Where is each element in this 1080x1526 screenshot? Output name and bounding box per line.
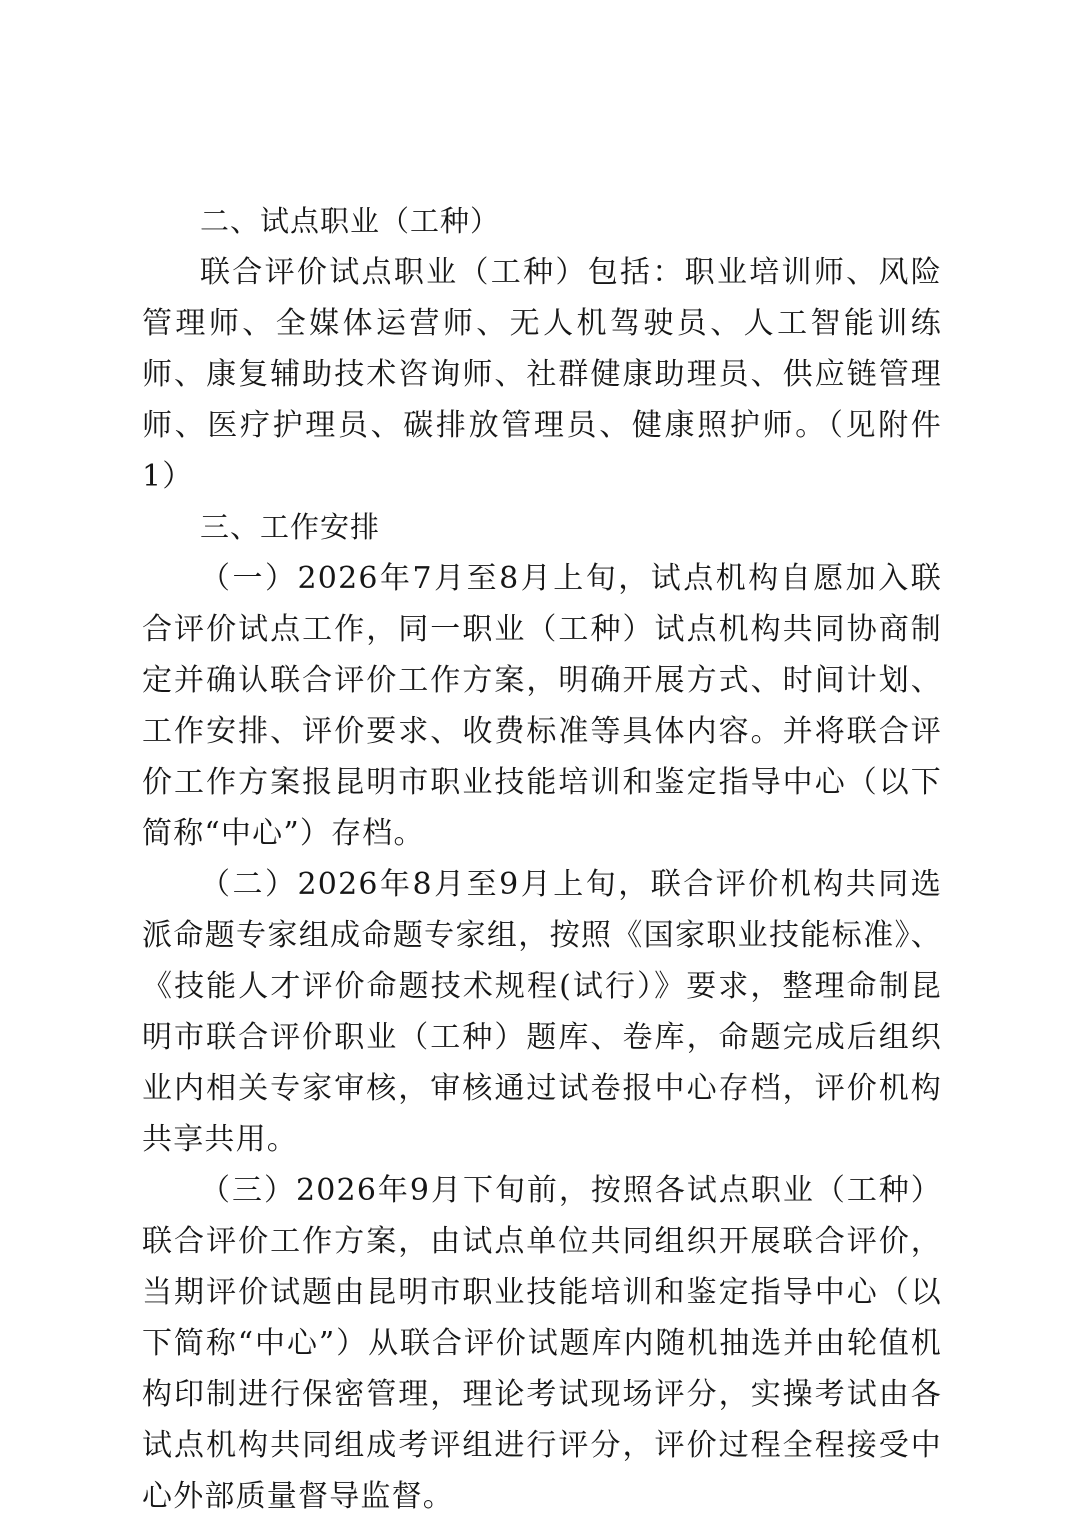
paragraph: 联合评价试点职业（工种）包括：职业培训师、风险管理师、全媒体运营师、无人机驾驶员、人工智能训练师、康复辅助技术咨询师、社群健康助理员、供应链管理师、医疗护理员、碳排放管理员、健康照护师。（见附件1）	[142, 255, 942, 494]
document-body	[142, 196, 942, 1522]
section-heading: 二、试点职业（工种）	[200, 204, 501, 238]
paragraph: （三）2026年9月下旬前，按照各试点职业（工种）联合评价工作方案，由试点单位共同组织开展联合评价，当期评价试题由昆明市职业技能培训和鉴定指导中心（以下简称“中心”）从联合评价试题库内随机抽选并由轮值机构印制进行保密管理，理论考试现场评分，实操考试由各试点机构共同组成考评组进行评分，评价过程全程接受中心外部质量督导监督。	[142, 1173, 942, 1514]
section-work-arrangement	[142, 502, 942, 1522]
section-heading: 三、工作安排	[200, 510, 381, 544]
section-pilot-occupations	[142, 196, 942, 502]
paragraph: （二）2026年8月至9月上旬，联合评价机构共同选派命题专家组成命题专家组，按照《国家职业技能标准》、《技能人才评价命题技术规程(试行）》要求，整理命制昆明市联合评价职业（工种）题库、卷库，命题完成后组织业内相关专家审核，审核通过试卷报中心存档，评价机构共享共用。	[142, 867, 942, 1157]
paragraph: （一）2026年7月至8月上旬，试点机构自愿加入联合评价试点工作，同一职业（工种）试点机构共同协商制定并确认联合评价工作方案，明确开展方式、时间计划、工作安排、评价要求、收费标准等具体内容。并将联合评价工作方案报昆明市职业技能培训和鉴定指导中心（以下简称“中心”）存档。	[142, 561, 942, 851]
